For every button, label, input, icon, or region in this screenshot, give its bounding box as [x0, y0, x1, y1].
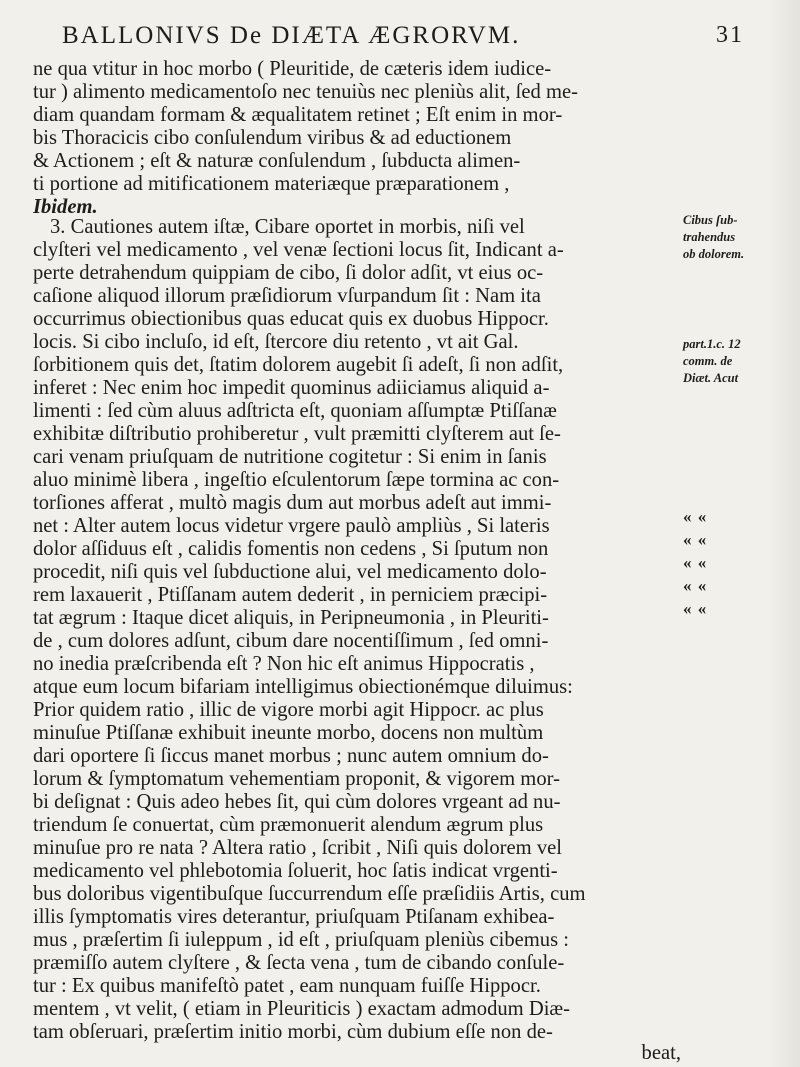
text-line: net : Alter autem locus videtur vrgere paulò ampliùs , Si lateris — [33, 515, 550, 537]
text-line: mentem , vt velit, ( etiam in Pleuriticis ) exactam admodum Diæ- — [33, 998, 571, 1020]
text-line: tam obſeruari, præſertim initio morbi, cùm dubium eſſe non de- — [33, 1021, 553, 1043]
catchword: beat, — [641, 1042, 681, 1064]
text-line: locis. Si cibo incluſo, id eſt, ſtercore diu retento , vt ait Gal. — [33, 331, 519, 353]
text-line: lorum & ſymptomatum vehementiam proponit, & vigorem mor- — [33, 768, 560, 790]
text-line: præmiſſo autem clyſtere , & ſecta vena , tum de cibando conſule- — [33, 952, 565, 974]
quote-mark: « « — [683, 553, 708, 572]
text-line: diam quandam formam & æqualitatem retinet ; Eſt enim in mor- — [33, 104, 563, 126]
quote-mark: « « — [683, 530, 708, 549]
text-line: illis ſymptomatis vires deterantur, priuſquam Ptiſanam exhibea- — [33, 906, 555, 928]
text-line: torſiones afferat , multò magis dum aut morbus adeſt aut immi- — [33, 492, 552, 514]
text-line: cari venam priuſquam de nutritione cogitetur : Si enim in ſanis — [33, 446, 547, 468]
margin-note-cibus: Cibus ſub- trahendus ob dolorem. — [683, 213, 745, 261]
text-line: medicamento vel phlebotomia ſoluerit, hoc ſatis indicat vrgenti- — [33, 860, 558, 882]
text-line: exhibitæ diſtributio prohiberetur , vult præmitti clyſterem aut ſe- — [33, 423, 561, 445]
text-line: inferet : Nec enim hoc impedit quominus adiiciamus aliquid a- — [33, 377, 550, 399]
text-line: tat ægrum : Itaque dicet aliquis, in Peripneumonia , in Pleuriti- — [33, 607, 549, 629]
margin-note-reference: part.1.c. 12 comm. de Diæt. Acut — [683, 337, 741, 385]
text-line: tur : Ex quibus manifeſtò patet , eam nunquam fuiſſe Hippocr. — [33, 975, 541, 997]
text-line: ſorbitionem quis det, ſtatim dolorem augebit ſi adeſt, ſi non adſit, — [33, 354, 564, 376]
text-line: bus doloribus vigentibuſque ſuccurrendum eſſe præſidiis Artis, cum — [33, 883, 586, 905]
text-line: procedit, niſi quis vel ſubductione alui, vel medicamento dolo- — [33, 561, 547, 583]
quote-mark: « « — [683, 507, 708, 526]
text-line: tur ) alimento medicamentoſo nec tenuiùs nec pleniùs alit, ſed me- — [33, 81, 578, 103]
running-header — [62, 22, 744, 56]
text-line: limenti : ſed cùm aluus adſtricta eſt, quoniam aſſumptæ Ptiſſanæ — [33, 400, 557, 422]
page-number: 31 — [716, 22, 744, 48]
text-line: & Actionem ; eſt & naturæ conſulendum , ſubducta alimen- — [33, 150, 521, 172]
text-line: aluo minimè libera , ingeſtio eſculentorum ſæpe tormina ac con- — [33, 469, 560, 491]
text-line: occurrimus obiectionibus quas educat quis ex duobus Hippocr. — [33, 308, 549, 330]
text-line: clyſteri vel medicamento , vel venæ ſectioni locus ſit, Indicant a- — [33, 239, 564, 261]
page-edge-shadow — [768, 0, 800, 1067]
text-line: Prior quidem ratio , illic de vigore morbi agit Hippocr. ac plus — [33, 699, 544, 721]
text-line: minuſue Ptiſſanæ exhibuit ineunte morbo, docens non multùm — [33, 722, 544, 744]
text-line: bis Thoracicis cibo conſulendum viribus & ad eductionem — [33, 127, 512, 149]
text-line: bi deſignat : Quis adeo hebes ſit, qui cùm dolores vrgeant ad nu- — [33, 791, 561, 813]
text-line: de , cum dolores adſunt, cibum dare nocentiſſimum , ſed omni- — [33, 630, 549, 652]
quote-mark: « « — [683, 576, 708, 595]
text-line: no inedia præſcribenda eſt ? Non hic eſt animus Hippocratis , — [33, 653, 535, 675]
text-line: rem laxauerit , Ptiſſanam autem dederit , in perniciem præcipi- — [33, 584, 548, 606]
text-line: atque eum locum bifariam intelligimus obiectionémque diluimus: — [33, 676, 573, 698]
citation-ibidem: Ibidem. — [33, 196, 98, 218]
text-line: caſione aliquod illorum præſidiorum vſurpandum ſit : Nam ita — [33, 285, 541, 307]
text-line: perte detrahendum quippiam de cibo, ſi dolor adſit, vt eius oc- — [33, 262, 544, 284]
text-line: mus , præſertim ſi iuleppum , id eſt , priuſquam pleniùs cibemus : — [33, 929, 569, 951]
text-line: ne qua vtitur in hoc morbo ( Pleuritide, de cæteris idem iudice- — [33, 58, 552, 80]
running-title: BALLONIVS De DIÆTA ÆGRORVM. — [62, 22, 521, 49]
text-line: dari oportere ſi ſiccus manet morbus ; nunc autem omnium do- — [33, 745, 549, 767]
text-line: 3. Cautiones autem iſtæ, Cibare oportet in morbis, niſi vel — [50, 216, 525, 238]
text-line: triendum ſe conuertat, cùm præmonuerit alendum ægrum plus — [33, 814, 544, 836]
text-line: minuſue pro re nata ? Altera ratio , ſcribit , Niſi quis dolorem vel — [33, 837, 563, 859]
text-line: dolor aſſiduus eſt , calidis fomentis non cedens , Si ſputum non — [33, 538, 549, 560]
text-line: ti portione ad mitificationem materiæque præparationem , — [33, 173, 510, 195]
quote-mark: « « — [683, 599, 708, 618]
